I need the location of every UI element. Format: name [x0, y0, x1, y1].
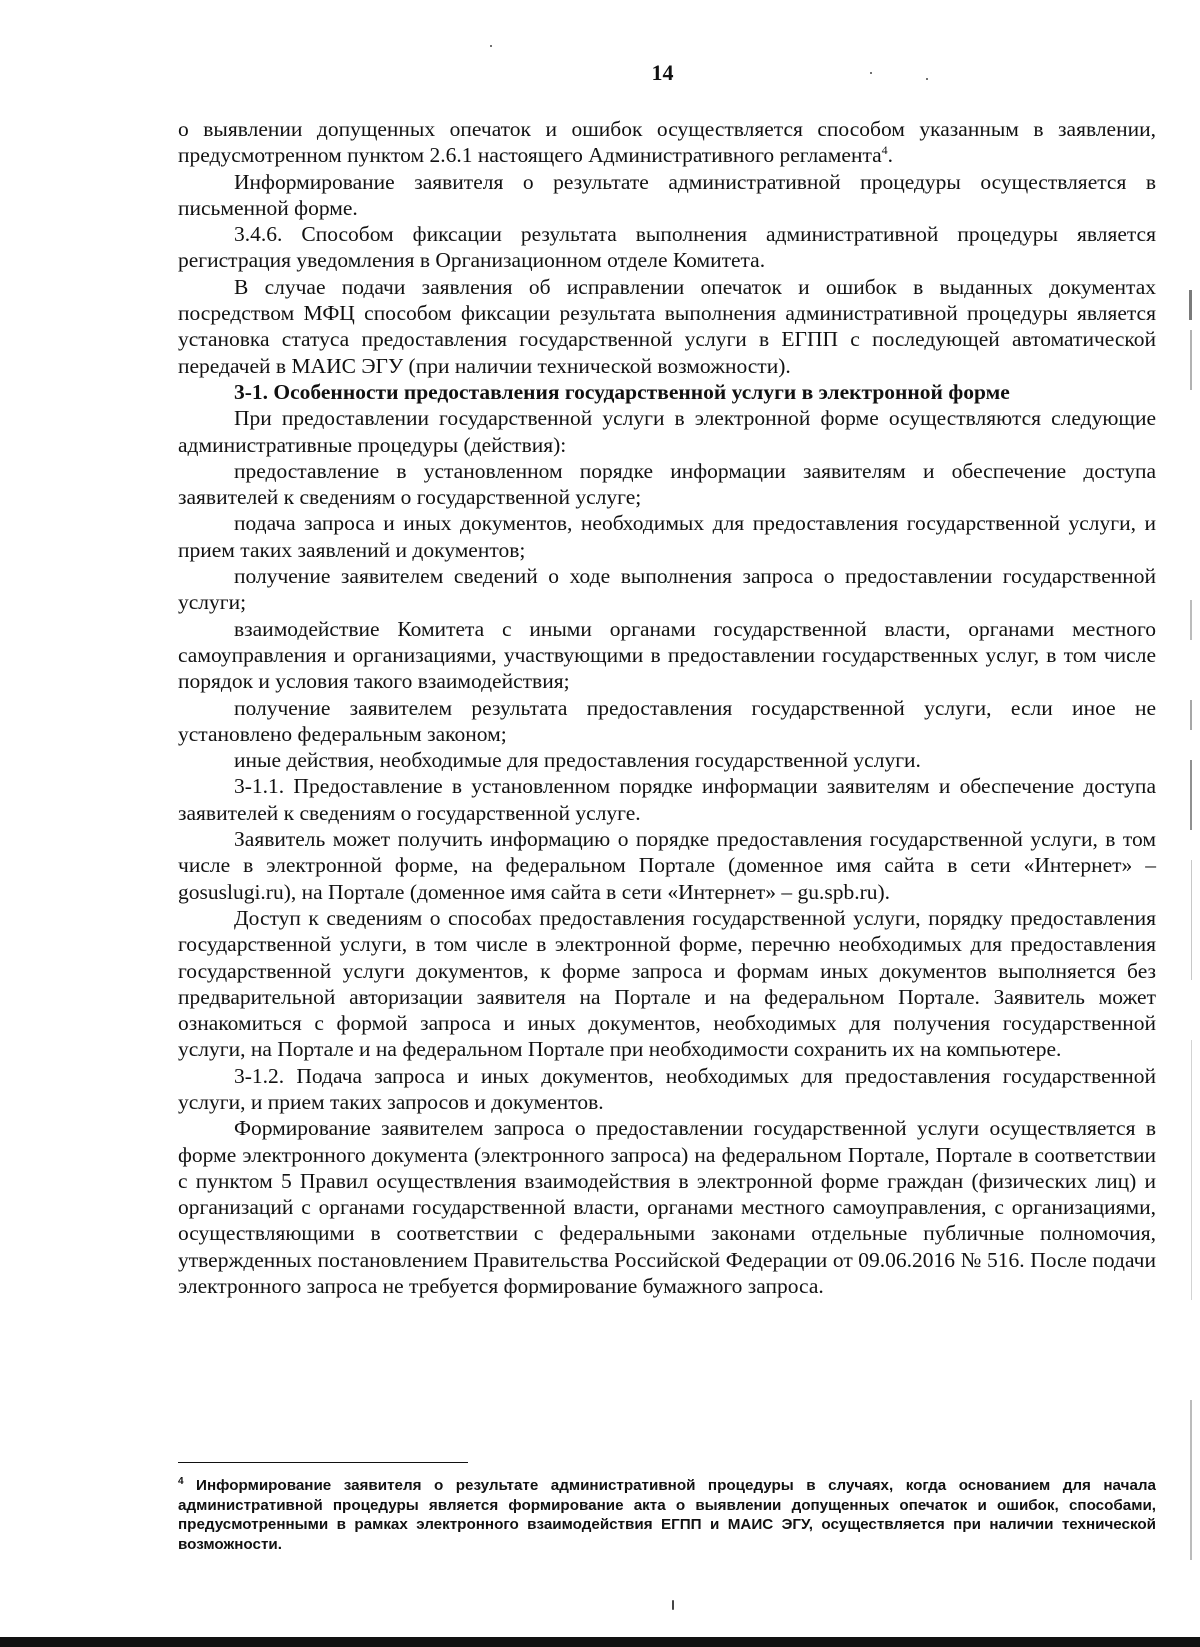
footnote — [178, 1476, 1156, 1554]
scan-speck — [926, 78, 928, 80]
footnote-divider — [178, 1462, 468, 1463]
paragraph: Доступ к сведениям о способах предоставления государственной услуги, порядку предоставления государственной услуги, в том числе в электронной форме, перечню необходимых для предоставления государственной услуги документов, к форме запроса и формам иных документов выполняется без предварительной авторизации заявителя на Портале и на федеральном Портале. Заявитель может ознакомиться с формой запроса и иных документов, необходимых для получения государственной услуги, на Портале и на федеральном Портале при необходимости сохранить их на компьютере. — [178, 905, 1156, 1062]
main-text — [178, 116, 1156, 1299]
list-item: подача запроса и иных документов, необходимых для предоставления государственной услуги, и прием таких заявлений и документов; — [178, 511, 1156, 562]
footnote-marker: 4 — [178, 1475, 184, 1487]
paragraph: Формирование заявителем запроса о предоставлении государственной услуги осуществляется в форме электронного документа (электронного запроса) на федеральном Портале, Портале в соответствии с пунктом 5 Правил осуществления взаимодействия в электронной форме граждан (физических лиц) и организаций с органами государственной власти, органами местного самоуправления, с организациями, осуществляющими в соответствии с федеральными законами отдельные публичные полномочия, утвержденных постановлением Правительства Российской Федерации от 09.06.2016 № 516. После подачи электронного запроса не требуется формирование бумажного запроса. — [178, 1116, 1156, 1299]
page-number: 14 — [651, 60, 674, 85]
footnote-text: Информирование заявителя о результате административной процедуры в случаях, когда основанием для начала административной процедуры является формирование акта о выявлении допущенных опечаток и ошибок, способами, предусмотренными в рамках электронного взаимодействия ЕГПП и МАИС ЭГУ, осуществляется при наличии технической возможности. — [178, 1477, 1156, 1553]
scan-speck — [870, 72, 872, 74]
paragraph: Заявитель может получить информацию о порядке предоставления государственной услуги, в том числе в электронной форме, на федеральном Портале (доменное имя сайта в сети «Интернет» – gosuslugi.ru), на Портале (доменное имя сайта в сети «Интернет» – gu.spb.ru). — [178, 827, 1156, 904]
list-item: предоставление в установленном порядке информации заявителям и обеспечение доступа заявителей к сведениям о государственной услуге; — [178, 458, 1156, 510]
scan-artifact — [1190, 330, 1192, 390]
scan-speck — [672, 1600, 674, 1610]
paragraph-tail: . — [887, 143, 894, 168]
list-item: иные действия, необходимые для предоставления государственной услуги. — [234, 748, 921, 773]
scan-artifact — [1191, 860, 1192, 980]
paragraph: В случае подачи заявления об исправлении опечаток и ошибок в выданных документах посредством МФЦ способом фиксации результата выполнения административной процедуры является установка статуса предоставления государственной услуги в ЕГПП с последующей автоматической передачей в МАИС ЭГУ (при наличии технической возможности). — [178, 274, 1156, 378]
paragraph: 3.4.6. Способом фиксации результата выполнения административной процедуры является регистрация уведомления в Организационном отделе Комитета. — [178, 222, 1156, 273]
scan-speck — [490, 45, 492, 47]
section-heading: 3-1. Особенности предоставления государственной услуги в электронной форме — [234, 379, 1010, 404]
scan-bottom-border — [0, 1637, 1200, 1647]
paragraph: 3-1.1. Предоставление в установленном порядке информации заявителям и обеспечение доступа заявителей к сведениям о государственной услуге. — [178, 774, 1156, 825]
scan-artifact — [1190, 700, 1192, 730]
scan-artifact — [1190, 760, 1192, 830]
list-item: получение заявителем сведений о ходе выполнения запроса о предоставлении государственной услуги; — [178, 564, 1156, 615]
list-item: взаимодействие Комитета с иными органами государственной власти, органами местного самоуправления и организациями, участвующими в предоставлении государственных услуг, в том числе порядок и условия такого взаимодействия; — [178, 616, 1156, 694]
footnote-reference: 4 — [881, 143, 888, 158]
paragraph-text: о выявлении допущенных опечаток и ошибок осуществляется способом указанным в заявлении, предусмотренном пунктом 2.6.1 настоящего Административного регламента — [178, 117, 1156, 168]
scan-artifact — [1190, 1400, 1192, 1560]
paragraph: Информирование заявителя о результате административной процедуры осуществляется в письменной форме. — [178, 169, 1156, 220]
scan-artifact — [1191, 1040, 1192, 1300]
paragraph: 3-1.2. Подача запроса и иных документов, необходимых для предоставления государственной услуги, и прием таких запросов и документов. — [178, 1063, 1156, 1114]
paragraph: При предоставлении государственной услуги в электронной форме осуществляются следующие административные процедуры (действия): — [178, 406, 1156, 457]
list-item: получение заявителем результата предоставления государственной услуги, если иное не установлено федеральным законом; — [178, 695, 1156, 746]
scan-artifact — [1190, 600, 1192, 640]
paragraph — [178, 116, 1156, 169]
scan-artifact — [1189, 290, 1192, 320]
